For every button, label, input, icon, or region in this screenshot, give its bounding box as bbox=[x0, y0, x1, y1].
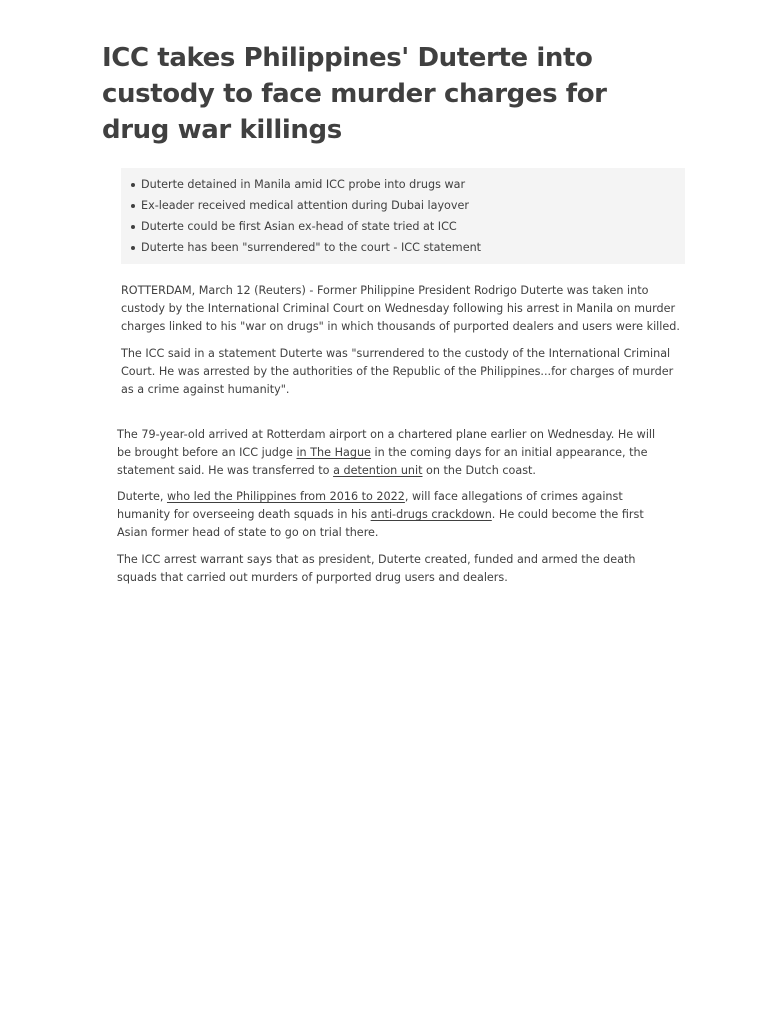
article-paragraph-5: The ICC arrest warrant says that as president, Duterte created, funded and armed the death squads that carried out murders of purported drug users and dealers. bbox=[117, 553, 636, 584]
summary-bullet: Duterte has been "surrendered" to the court - ICC statement bbox=[131, 237, 685, 258]
article-paragraph-2: The ICC said in a statement Duterte was "surrendered to the custody of the International Criminal Court. He was arrested by the authorities of the Republic of the Philippines...for charges of murder as a crime against humanity". bbox=[121, 347, 674, 396]
headline: ICC takes Philippines' Duterte into custody to face murder charges for drug war killings bbox=[102, 43, 607, 145]
paragraph-text: Duterte, bbox=[117, 490, 167, 503]
summary-list bbox=[131, 174, 685, 258]
summary-bullet: Duterte detained in Manila amid ICC probe into drugs war bbox=[131, 174, 685, 195]
link-detention-unit[interactable]: a detention unit bbox=[333, 464, 423, 477]
link-anti-drugs-crackdown[interactable]: anti-drugs crackdown bbox=[370, 508, 492, 521]
summary-box bbox=[121, 168, 685, 264]
paragraph-text: on the Dutch coast. bbox=[422, 464, 536, 477]
link-presidency-term[interactable]: who led the Philippines from 2016 to 2022 bbox=[166, 490, 405, 503]
summary-bullet: Duterte could be first Asian ex-head of state tried at ICC bbox=[131, 216, 685, 237]
article-paragraph-3 bbox=[117, 426, 657, 480]
paragraph-text: . He could become the first Asian former head of state to go on trial there. bbox=[117, 508, 644, 539]
link-the-hague[interactable]: in The Hague bbox=[296, 446, 371, 459]
paragraph-text: The 79-year-old arrived at Rotterdam airport on a chartered plane earlier on Wednesday. He will be brought before an ICC judge bbox=[117, 428, 656, 459]
article-paragraph-4 bbox=[117, 488, 667, 542]
summary-bullet: Ex-leader received medical attention during Dubai layover bbox=[131, 195, 685, 216]
paragraph-text: in the coming days for an initial appearance, the statement said. He was transferred to bbox=[117, 446, 648, 477]
paragraph-text: , will face allegations of crimes against humanity for overseeing death squads in his bbox=[117, 490, 623, 521]
article-paragraph-1: ROTTERDAM, March 12 (Reuters) - Former Philippine President Rodrigo Duterte was taken into custody by the International Criminal Court on Wednesday following his arrest in Manila on murder charges linked to his "war on drugs" in which thousands of purported dealers and users were killed. bbox=[121, 284, 680, 333]
